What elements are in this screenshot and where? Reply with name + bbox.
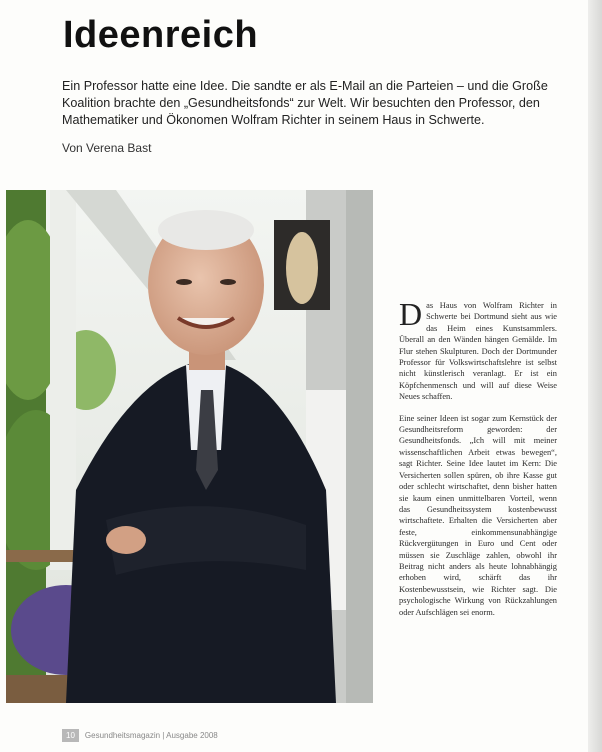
- page-edge: [588, 0, 602, 752]
- article-lead: Ein Professor hatte eine Idee. Die sandte er als E-Mail an die Parteien – und die Große Koalition brachte den „Gesundheitsfonds“ zur Welt. Wir besuchten den Professor, den Mathematiker und Ökonomen Wolfram Richter in seinem Haus in Schwerte.: [62, 79, 548, 127]
- paragraph-text: as Haus von Wolfram Richter in Schwerte bei Dortmund sieht aus wie das Heim eines Kunstsammlers. Überall an den Wänden hängen Gemälde. Im Flur stehen Skulpturen. Doch der Dortmunder Professor für Volkswirtschaftslehre ist selbst nicht künstlerisch veranlagt. Er ist ein Köpfchenmensch und will auf diese Weise Neues schaffen.: [399, 301, 557, 402]
- article-body: [399, 296, 557, 628]
- page-footer: [62, 728, 218, 742]
- portrait-photo-svg: [6, 190, 373, 703]
- footer-text: Gesundheitsmagazin | Ausgabe 2008: [84, 730, 218, 740]
- article-title: Ideenreich: [63, 14, 259, 56]
- page-number: 10: [62, 729, 79, 742]
- article-paragraph: Eine seiner Ideen ist sogar zum Kernstück der Gesundheitsreform geworden: der Gesundheitsfonds. „Ich will mit meiner wissenschaftlichen Arbeit etwas bewegen“, sagt Richter. Seine Idee lautet im Kern: Die Versicherten sollen spüren, ob ihre Kasse gut oder schlecht wirtschaftet, denn bisher hatten sie kaum einen unmittelbaren Vorteil, wenn das Gesundheitssystem kostenbewusst wirtschaftete. Erhalten die Versicherten aber feste, einkommensunabhängige Rückvergütungen in Euro und Cent oder müssen sie Zuschläge zahlen, obwohl ihr Beitrag nicht anders als heute lohnabhängig erhoben wird, schärft das ihr Kostenbewusstsein, wie Richter sagt. Die psychologische Wirkung von Rückzahlungen oder Aufschlägen sei enorm.: [399, 413, 557, 617]
- article-byline: Von Verena Bast: [62, 141, 152, 155]
- drop-cap: D: [399, 296, 423, 332]
- portrait-photo: [6, 190, 373, 703]
- article-paragraph: [399, 296, 557, 403]
